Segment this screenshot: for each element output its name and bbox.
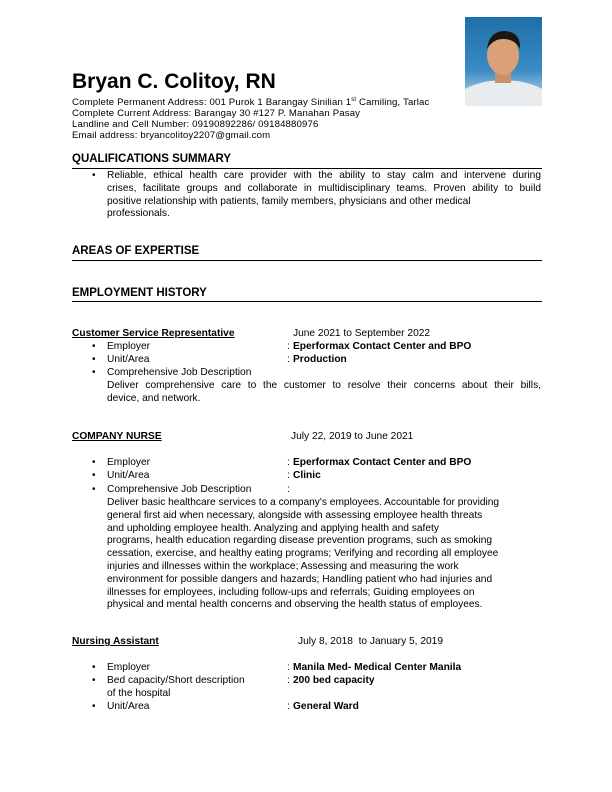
expertise-heading: AREAS OF EXPERTISE xyxy=(72,245,200,257)
phone-numbers: Landline and Cell Number: 09190892286/ 09184880976 xyxy=(72,119,319,130)
bullet-icon: • xyxy=(92,170,96,181)
bullet-icon: • xyxy=(92,354,96,365)
colon: : xyxy=(287,457,290,468)
permanent-address xyxy=(72,97,430,108)
permanent-address-city: Camiling, Tarlac xyxy=(356,97,430,109)
colon: : xyxy=(287,354,290,365)
qualifications-heading: QUALIFICATIONS SUMMARY xyxy=(72,153,232,165)
job-dates: July 8, 2018 to January 5, 2019 xyxy=(298,636,443,647)
colon: : xyxy=(287,662,290,673)
section-divider xyxy=(72,260,542,261)
job-title: Nursing Assistant xyxy=(72,636,159,647)
bullet-icon: • xyxy=(92,701,96,712)
colon: : xyxy=(287,484,290,495)
description-line: environment for possible dangers and hazards; Handling patient who had injuries and xyxy=(107,574,493,585)
bullet-icon: • xyxy=(92,470,96,481)
profile-photo xyxy=(465,17,542,106)
description-line: general first aid when necessary, alongside with assessing employee health threats xyxy=(107,510,483,521)
unit-label: Unit/Area xyxy=(107,354,150,365)
description-line: injuries and illnesses within the workplace; Assessing and measuring the work xyxy=(107,561,459,572)
description-line: programs, health education regarding disease prevention programs, such as smoking xyxy=(107,535,493,546)
unit-value: Clinic xyxy=(293,470,321,481)
bullet-icon: • xyxy=(92,341,96,352)
job-dates: July 22, 2019 to June 2021 xyxy=(291,431,414,442)
bed-capacity-value: 200 bed capacity xyxy=(293,675,375,686)
employment-heading: EMPLOYMENT HISTORY xyxy=(72,287,207,299)
summary-line: crises, facilitate groups and collaborate in multidisciplinary teams. Proven ability to build xyxy=(107,183,541,194)
employer-value: Eperformax Contact Center and BPO xyxy=(293,457,472,468)
description-line: Deliver comprehensive care to the customer to resolve their concerns about their bills, xyxy=(107,380,541,391)
description-line: and upholding employee health. Analyzing and applying health and safety xyxy=(107,523,439,534)
job-title: Customer Service Representative xyxy=(72,328,235,339)
current-address: Complete Current Address: Barangay 30 #127 P. Manahan Pasay xyxy=(72,108,361,119)
bullet-icon: • xyxy=(92,457,96,468)
unit-label: Unit/Area xyxy=(107,701,150,712)
bullet-icon: • xyxy=(92,484,96,495)
colon: : xyxy=(287,675,290,686)
summary-line: professionals. xyxy=(107,208,170,219)
candidate-name: Bryan C. Colitoy, RN xyxy=(72,70,276,93)
colon: : xyxy=(287,341,290,352)
section-divider xyxy=(72,168,542,169)
colon: : xyxy=(287,701,290,712)
employer-label: Employer xyxy=(107,457,151,468)
bed-capacity-label-cont: of the hospital xyxy=(107,688,171,699)
colon: : xyxy=(287,470,290,481)
ordinal-suffix: st xyxy=(351,97,357,103)
employer-label: Employer xyxy=(107,662,151,673)
unit-value: Production xyxy=(293,354,347,365)
employer-value: Manila Med- Medical Center Manila xyxy=(293,662,462,673)
section-divider xyxy=(72,301,542,302)
bullet-icon: • xyxy=(92,675,96,686)
summary-line: positive relationship with patients, family members, physicians and other medical xyxy=(107,196,471,207)
employer-label: Employer xyxy=(107,341,151,352)
description-line: physical and mental health concerns and observing the health status of employees. xyxy=(107,599,483,610)
employer-value: Eperformax Contact Center and BPO xyxy=(293,341,472,352)
email-address: Email address: bryancolitoy2207@gmail.com xyxy=(72,130,271,141)
unit-value: General Ward xyxy=(293,701,359,712)
job-dates: June 2021 to September 2022 xyxy=(293,328,431,339)
description-line: illnesses for employees, including follow-ups and referrals; Guiding employees on xyxy=(107,587,475,598)
bed-capacity-label: Bed capacity/Short description xyxy=(107,675,245,686)
description-line: device, and network. xyxy=(107,393,201,404)
job-title: COMPANY NURSE xyxy=(72,431,162,442)
description-label: Comprehensive Job Description xyxy=(107,484,252,495)
bullet-icon: • xyxy=(92,367,96,378)
description-line: cessation, exercise, and healthy eating programs; Verifying and recording all employee xyxy=(107,548,499,559)
permanent-address-text: Complete Permanent Address: 001 Purok 1 Barangay Sinilian 1 xyxy=(72,97,352,109)
summary-line: Reliable, ethical health care provider with the ability to stay calm and intervene during xyxy=(107,170,541,181)
description-label: Comprehensive Job Description xyxy=(107,367,252,378)
bullet-icon: • xyxy=(92,662,96,673)
unit-label: Unit/Area xyxy=(107,470,150,481)
description-line: Deliver basic healthcare services to a company's employees. Accountable for providing xyxy=(107,497,500,508)
